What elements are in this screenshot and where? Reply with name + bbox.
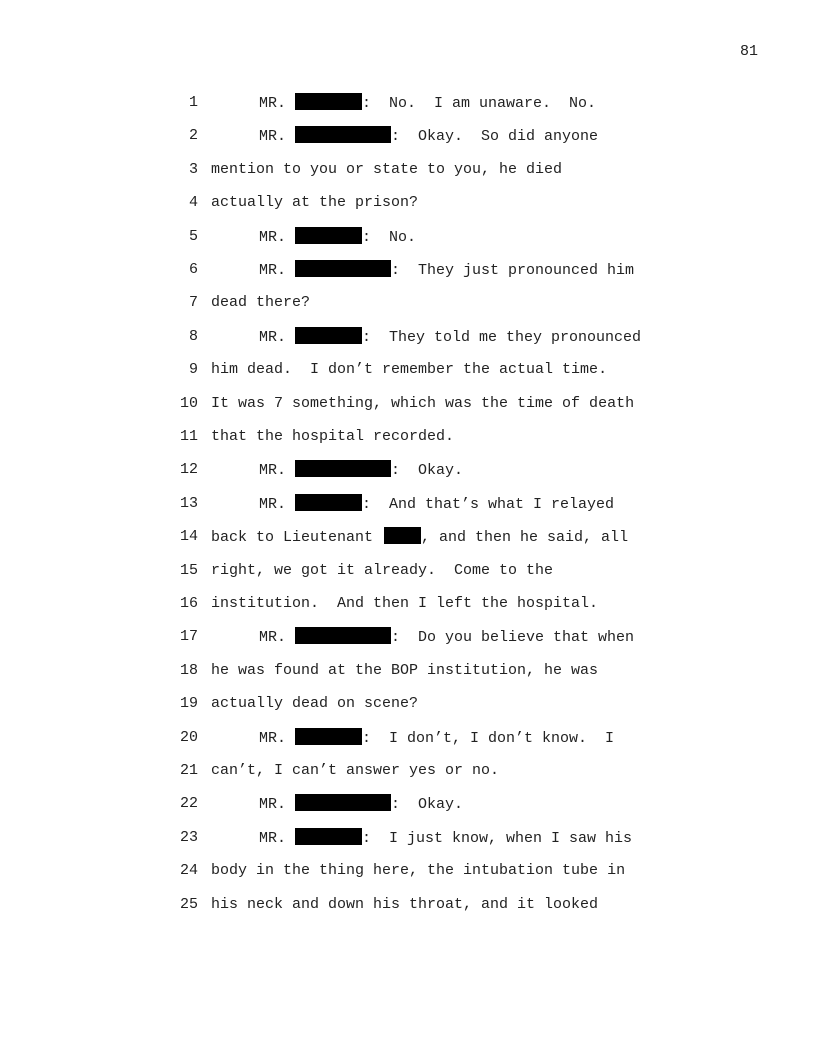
- transcript-line: [0, 627, 816, 647]
- transcript-line: [0, 360, 816, 380]
- transcript-line: [0, 561, 816, 581]
- redaction-box: [384, 527, 421, 544]
- line-number: 5: [188, 227, 198, 245]
- transcript-line: [0, 126, 816, 146]
- speaker-label: MR.: [259, 829, 287, 847]
- spoken-text: : I don’t, I don’t know. I: [362, 729, 615, 747]
- line-number: 13: [179, 494, 198, 512]
- transcript-line: [0, 93, 816, 113]
- redaction-box: [295, 828, 362, 845]
- line-text: [259, 260, 634, 281]
- line-number: 10: [179, 394, 198, 412]
- line-number: 20: [179, 728, 198, 746]
- line-number: 6: [188, 261, 198, 278]
- line-number: 11: [179, 428, 198, 445]
- spoken-text: : No.: [362, 228, 417, 246]
- redaction-box: [295, 460, 391, 477]
- spoken-text: : Okay. So did anyone: [391, 128, 599, 146]
- line-text: [259, 728, 614, 749]
- speaker-label: MR.: [259, 95, 287, 112]
- transcript-line: [0, 193, 816, 213]
- transcript-line: [0, 895, 816, 915]
- transcript-line: [0, 594, 816, 614]
- line-text: him dead. I don’t remember the actual time.: [211, 361, 608, 379]
- line-number: 24: [179, 862, 198, 880]
- line-number: 15: [179, 561, 198, 579]
- line-text: [259, 227, 416, 248]
- redaction-box: [295, 227, 362, 244]
- transcript-line: [0, 494, 816, 514]
- spoken-text: : They just pronounced him: [391, 262, 635, 279]
- spoken-text: : Do you believe that when: [391, 629, 635, 647]
- line-number: 7: [188, 294, 198, 312]
- line-text: actually at the prison?: [211, 194, 419, 212]
- line-text: [259, 93, 596, 114]
- transcript-line: [0, 694, 816, 714]
- transcript-line: [0, 861, 816, 881]
- speaker-label: MR.: [259, 495, 287, 513]
- speaker-label: MR.: [259, 462, 287, 480]
- line-number: 8: [188, 327, 198, 345]
- redaction-box: [295, 494, 362, 511]
- line-text: his neck and down his throat, and it looked: [211, 895, 599, 913]
- speaker-label: MR.: [259, 262, 287, 279]
- line-text: [259, 627, 634, 648]
- speaker-label: MR.: [259, 328, 287, 346]
- line-text: that the hospital recorded.: [211, 428, 455, 445]
- line-text: [259, 794, 463, 815]
- line-text: [259, 460, 463, 481]
- speaker-label: MR.: [259, 128, 287, 146]
- line-number: 21: [179, 762, 198, 779]
- transcript-line: [0, 761, 816, 781]
- redaction-box: [295, 627, 391, 644]
- redaction-box: [295, 93, 362, 110]
- transcript-line: [0, 327, 816, 347]
- transcript-line: [0, 427, 816, 447]
- line-text: actually dead on scene?: [211, 695, 419, 713]
- transcript-line: [0, 661, 816, 681]
- spoken-text: : Okay.: [391, 796, 464, 814]
- line-number: 25: [179, 895, 198, 913]
- redaction-box: [295, 327, 362, 344]
- line-text: can’t, I can’t answer yes or no.: [211, 762, 500, 779]
- line-number: 23: [179, 828, 198, 846]
- page-number: 81: [740, 43, 759, 60]
- line-text: [259, 494, 614, 515]
- transcript-line: [0, 394, 816, 414]
- line-number: 17: [179, 628, 198, 646]
- transcript-line: [0, 260, 816, 280]
- line-text: dead there?: [211, 294, 311, 312]
- line-number: 9: [188, 361, 198, 379]
- speaker-label: MR.: [259, 796, 287, 814]
- redaction-box: [295, 794, 391, 811]
- transcript-line: [0, 160, 816, 180]
- line-number: 16: [179, 595, 198, 612]
- line-number: 19: [179, 695, 198, 713]
- line-text: mention to you or state to you, he died: [211, 160, 563, 178]
- line-number: 1: [188, 94, 198, 111]
- spoken-text: : I just know, when I saw his: [362, 829, 633, 847]
- line-number: 2: [188, 127, 198, 145]
- line-number: 14: [179, 528, 198, 546]
- line-text: [211, 527, 628, 548]
- line-number: 4: [188, 194, 198, 212]
- line-number: 12: [179, 461, 198, 479]
- transcript-line: [0, 293, 816, 313]
- spoken-text: : No. I am unaware. No.: [362, 95, 597, 112]
- spoken-text: back to Lieutenant: [211, 529, 383, 547]
- line-text: right, we got it already. Come to the: [211, 561, 554, 579]
- speaker-label: MR.: [259, 729, 287, 747]
- line-text: [259, 327, 641, 348]
- spoken-text: , and then he said, all: [421, 529, 629, 547]
- redaction-box: [295, 260, 391, 277]
- line-text: he was found at the BOP institution, he was: [211, 661, 599, 679]
- line-number: 22: [179, 795, 198, 813]
- transcript-line: [0, 227, 816, 247]
- speaker-label: MR.: [259, 629, 287, 647]
- spoken-text: : They told me they pronounced: [362, 328, 642, 346]
- spoken-text: : Okay.: [391, 462, 464, 480]
- line-text: [259, 126, 598, 147]
- redaction-box: [295, 728, 362, 745]
- line-text: institution. And then I left the hospital.: [211, 595, 599, 612]
- speaker-label: MR.: [259, 228, 287, 246]
- line-number: 3: [188, 160, 198, 178]
- transcript-line: [0, 728, 816, 748]
- transcript-line: [0, 794, 816, 814]
- redaction-box: [295, 126, 391, 143]
- transcript-line: [0, 828, 816, 848]
- line-text: It was 7 something, which was the time of death: [211, 394, 635, 412]
- spoken-text: : And that’s what I relayed: [362, 495, 615, 513]
- transcript-line: [0, 527, 816, 547]
- line-number: 18: [179, 661, 198, 679]
- line-text: body in the thing here, the intubation tube in: [211, 862, 626, 880]
- line-text: [259, 828, 632, 849]
- transcript-line: [0, 460, 816, 480]
